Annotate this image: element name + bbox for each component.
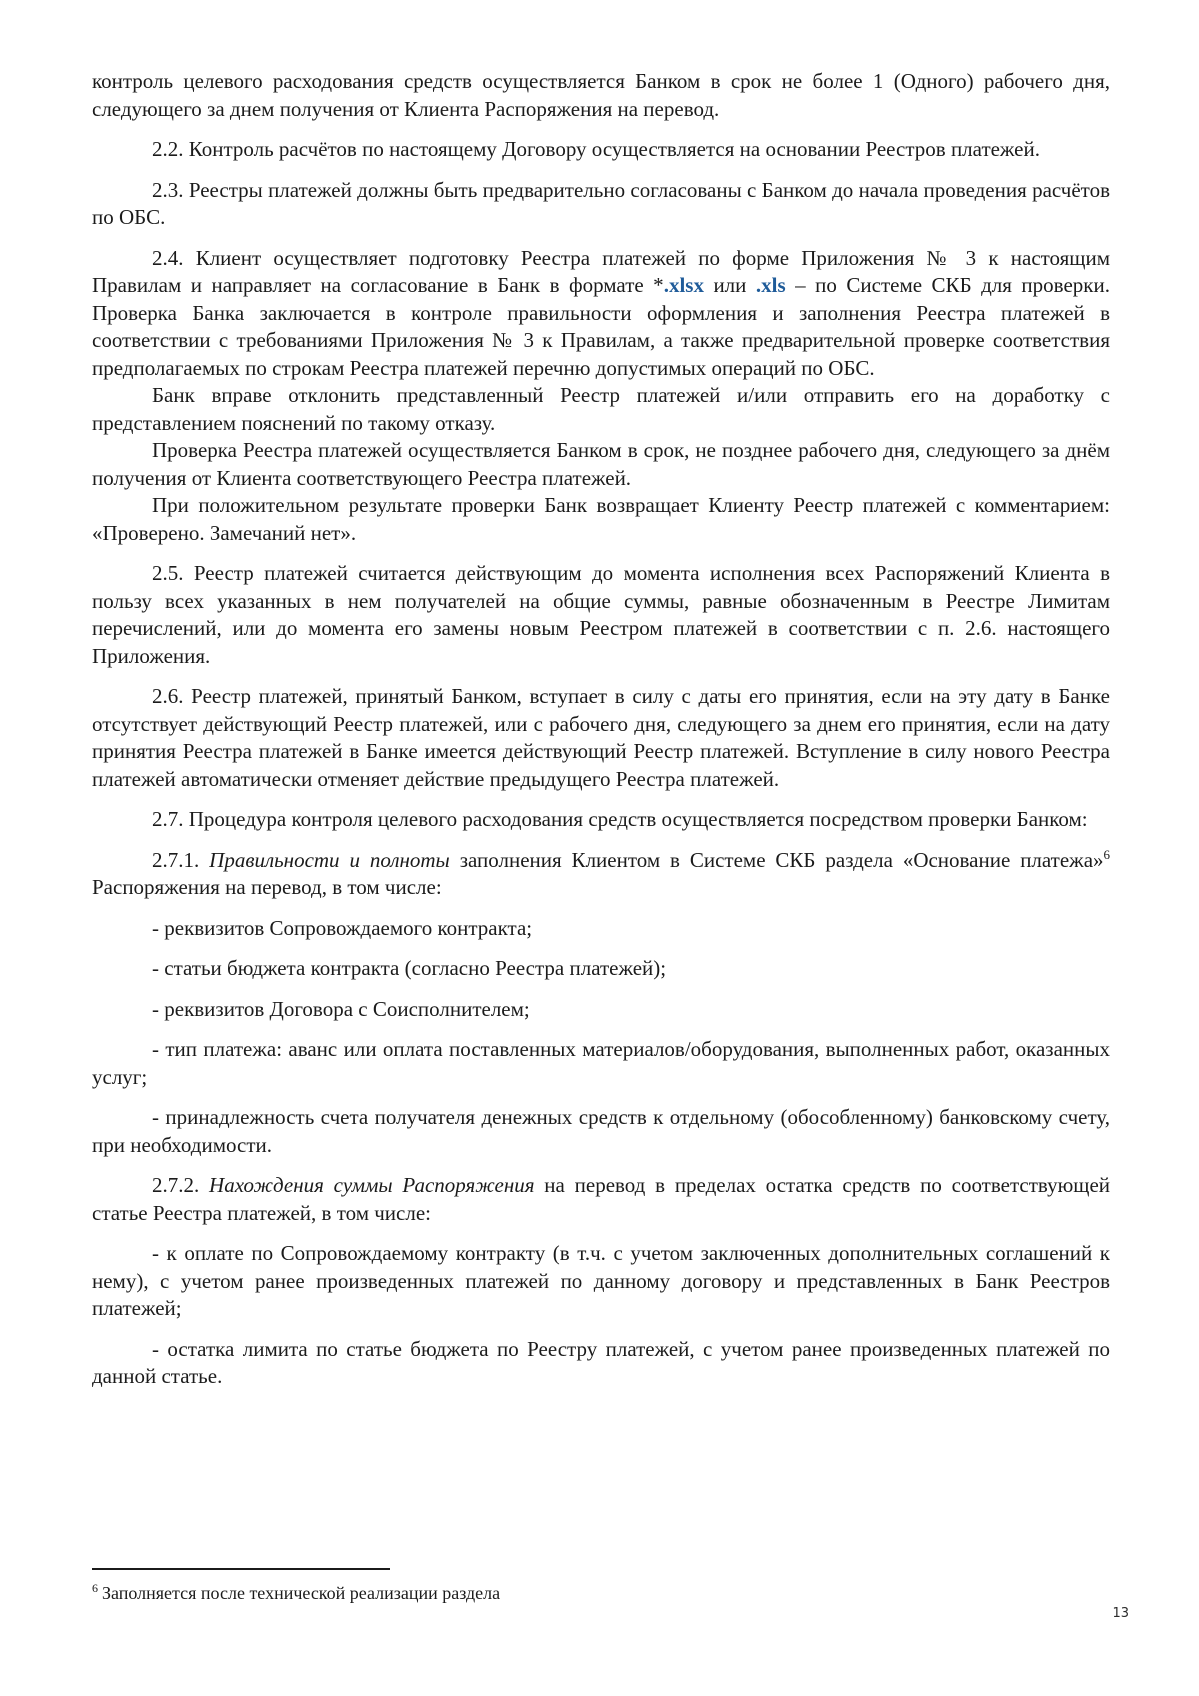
footnote-marker: 6 [92,1581,98,1595]
clause-2-4: 2.4. Клиент осуществляет подготовку Реестра платежей по форме Приложения № 3 к настоящим Правилам и направляет на согласование в Банк в формате *.xlsx или .xls – по Системе СКБ для проверки. Проверка Банка заключается в контроле правильности оформления и заполнения Реестра платежей в соответствии с требованиями Приложения № 3 к Правилам, а также предварительной проверке соответствия предполагаемых по строкам Реестра платежей перечню допустимых операций по ОБС. [92,245,1110,380]
list-item-contract-requisites: - реквизитов Сопровождаемого контракта; [152,915,533,940]
clause-2-5: 2.5. Реестр платежей считается действующим до момента исполнения всех Распоряжений Клиента в пользу всех указанных в нем получателей на общие суммы, равные обозначенным в Реестре Лимитам перечислений, или до момента его замены новым Реестром платежей в соответствии с п. 2.6. настоящего Приложения. [92,561,1110,668]
clause-2-7-2: 2.7.2. Нахождения суммы Распоряжения на перевод в пределах остатка средств по соответствующей статье Реестра платежей, в том числе: [92,1173,1111,1225]
page-number: 13 [1112,1606,1129,1621]
clause-2-7: 2.7. Процедура контроля целевого расходования средств осуществляется посредством проверки Банком: [152,807,1088,831]
list-item-budget-article: - статьи бюджета контракта (согласно Реестра платежей); [152,956,667,980]
list-item-payment-type: - тип платежа: аванс или оплата поставленных материалов/оборудования, выполненных работ, оказанных услуг; [92,1037,1110,1089]
footnote-content: Заполняется после технической реализации раздела [102,1583,501,1603]
footnote-separator [92,1568,390,1570]
clause-2-7-1: 2.7.1. Правильности и полноты заполнения Клиентом в Системе СКБ раздела «Основание платежа»$^6$ Распоряжения на перевод, в том числе: [92,846,1111,899]
clause-2-3: 2.3. Реестры платежей должны быть предварительно согласованы с Банком до начала проведения расчётов по ОБС. [92,177,1110,229]
paragraph-register-check-term: Проверка Реестра платежей осуществляется Банком в срок, не позднее рабочего дня, следующего за днём получения от Клиента соответствующего Реестра платежей. [92,438,1110,490]
list-item-limit-remainder: - остатка лимита по статье бюджета по Реестру платежей, с учетом ранее произведенных платежей по данной статье. [92,1336,1110,1388]
clause-2-2: 2.2. Контроль расчётов по настоящему Договору осуществляется на основании Реестров платежей. [152,137,1040,161]
list-item-coexecutor-contract: - реквизитов Договора с Соисполнителем; [152,996,530,1021]
list-item-contract-payment: - к оплате по Сопровождаемому контракту (в т.ч. с учетом заключенных дополнительных соглашений к нему), с учетом ранее произведенных платежей по данному договору и представленных в Банк Реестров платежей; [92,1241,1110,1320]
footnote-block [92,1568,792,1604]
paragraph-continuation: контроль целевого расходования средств осуществляется Банком в срок не более 1 (Одного) рабочего дня, следующего за днем получения от Клиента Распоряжения на перевод. [92,69,1110,121]
paragraph-bank-right-to-decline: Банк вправе отклонить представленный Реестр платежей и/или отправить его на доработку с представлением пояснений по такому отказу. [92,383,1110,435]
document-body [92,68,1110,1391]
paragraph-positive-result: При положительном результате проверки Банк возвращает Клиенту Реестр платежей с комментарием: «Проверено. Замечаний нет». [92,493,1110,545]
footnote-text [92,1582,792,1604]
list-item-account-belonging: - принадлежность счета получателя денежных средств к отдельному (обособленному) банковскому счету, при необходимости. [92,1105,1110,1157]
clause-2-6: 2.6. Реестр платежей, принятый Банком, вступает в силу с даты его принятия, если на эту дату в Банке отсутствует действующий Реестр платежей, или с рабочего дня, следующего за днем его принятия, если на дату принятия Реестра платежей в Банке имеется действующий Реестр платежей. Вступление в силу нового Реестра платежей автоматически отменяет действие предыдущего Реестра платежей. [92,684,1110,791]
